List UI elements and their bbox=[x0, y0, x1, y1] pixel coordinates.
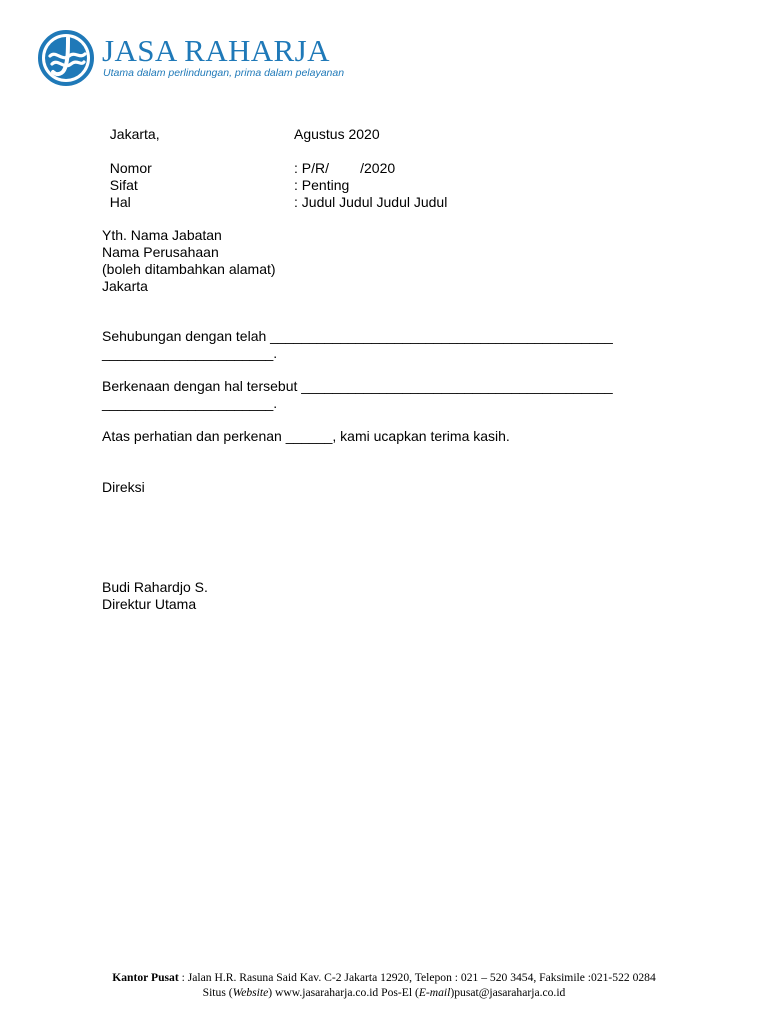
footer-website-label: Website bbox=[232, 986, 269, 999]
jasa-raharja-logo-icon bbox=[38, 30, 94, 86]
footer-website-link[interactable]: ) www.jasaraharja.co.id Pos-El ( bbox=[268, 986, 419, 999]
meta-label: Nomor bbox=[109, 160, 152, 176]
recipient-line: Jakarta bbox=[102, 278, 148, 294]
meta-value: : P/R/ /2020 bbox=[294, 160, 396, 176]
footer-situs-label: Situs ( bbox=[202, 986, 233, 999]
meta-value: : Judul Judul Judul Judul bbox=[294, 194, 448, 210]
body-paragraph-3: Atas perhatian dan perkenan ______, kami ucapkan terima kasih. bbox=[102, 428, 510, 444]
signature-unit: Direksi bbox=[102, 479, 145, 495]
recipient-line: Nama Perusahaan bbox=[102, 244, 219, 260]
signatory-name: Budi Rahardjo S. bbox=[102, 579, 208, 595]
recipient-line: Yth. Nama Jabatan bbox=[102, 227, 222, 243]
footer-contact bbox=[0, 985, 768, 1000]
body-paragraph-2-line-2: ______________________. bbox=[102, 395, 278, 411]
footer-email-label: E-mail bbox=[418, 986, 451, 999]
body-paragraph-1-line-2: ______________________. bbox=[102, 345, 278, 361]
footer-email-link[interactable]: )pusat@jasaraharja.co.id bbox=[450, 986, 566, 999]
date-line bbox=[102, 109, 380, 143]
company-name: JASA RAHARJA bbox=[102, 33, 330, 68]
meta-label: Hal bbox=[109, 194, 131, 210]
letterhead bbox=[38, 30, 345, 90]
date-value: Agustus 2020 bbox=[294, 126, 380, 142]
body-paragraph-2-line-1: Berkenaan dengan hal tersebut ________________________________________ bbox=[102, 378, 613, 394]
footer-address-text: : Jalan H.R. Rasuna Said Kav. C-2 Jakarta 12920, Telepon : 021 – 520 3454, Faksimile :021-522 0284 bbox=[178, 971, 656, 984]
body-paragraph-1-line-1: Sehubungan dengan telah ____________________________________________ bbox=[102, 328, 613, 344]
meta-value: : Penting bbox=[294, 177, 350, 193]
date-city: Jakarta, bbox=[109, 126, 160, 142]
company-tagline: Utama dalam perlindungan, prima dalam pelayanan bbox=[103, 67, 345, 79]
footer-address bbox=[0, 970, 768, 985]
recipient-line: (boleh ditambahkan alamat) bbox=[102, 261, 276, 277]
signatory-title: Direktur Utama bbox=[102, 596, 197, 612]
meta-label: Sifat bbox=[109, 177, 138, 193]
footer-office-label: Kantor Pusat bbox=[112, 971, 179, 984]
